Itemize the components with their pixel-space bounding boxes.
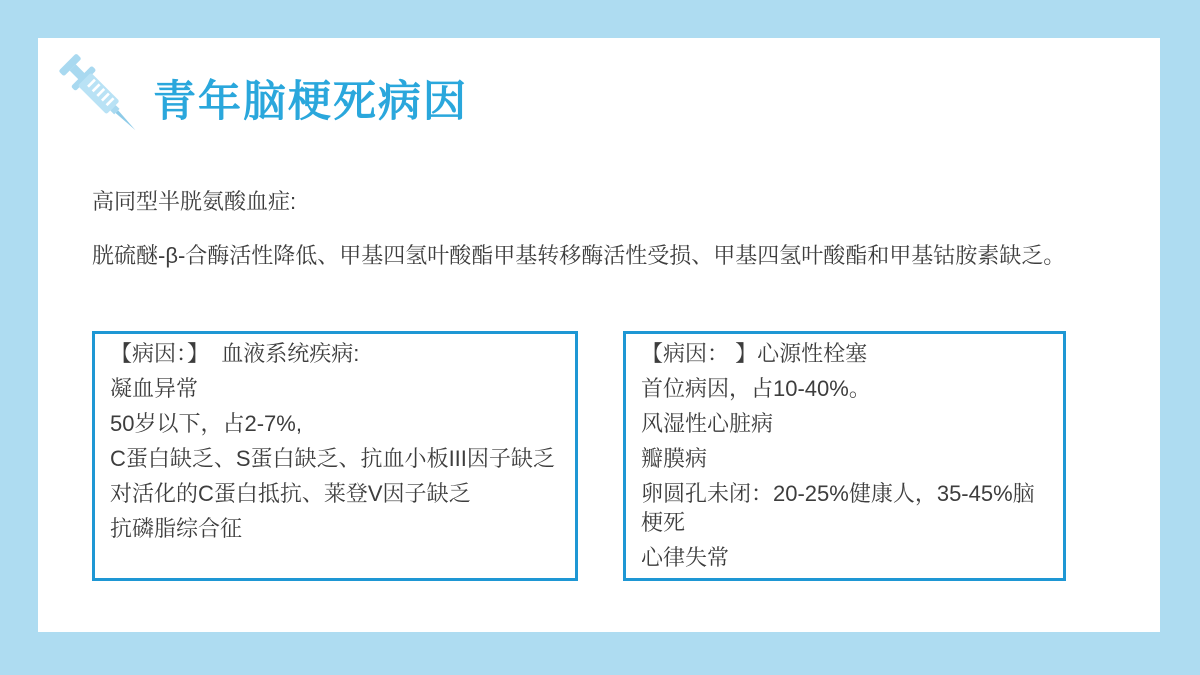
intro-line-enzyme-causes: 胱硫醚-β-合酶活性降低、甲基四氢叶酸酯甲基转移酶活性受损、甲基四氢叶酸酯和甲基钴胺素缺乏。 [92, 243, 1066, 268]
page-title: 青年脑梗死病因 [153, 78, 468, 126]
syringe-icon [48, 42, 152, 146]
cause-line: 卵圆孔未闭：20-25%健康人，35-45%脑梗死 [641, 481, 1035, 535]
cause-box-heading: 【病因：】 血液系统疾病: [110, 341, 360, 366]
cause-line: 瓣膜病 [641, 446, 708, 471]
cause-line: 心律失常 [641, 545, 730, 570]
cause-line: 抗磷脂综合征 [110, 516, 243, 541]
cause-line: 凝血异常 [110, 376, 199, 401]
cause-line: 风湿性心脏病 [641, 411, 774, 436]
cause-line: C蛋白缺乏、S蛋白缺乏、抗血小板III因子缺乏 [110, 446, 555, 471]
cause-box-heading: 【病因： 】心源性栓塞 [641, 341, 868, 366]
cause-box-cardiogenic-embolism [623, 331, 1066, 581]
intro-line-homocysteinemia: 高同型半胱氨酸血症: [92, 189, 297, 214]
slide-canvas [38, 38, 1160, 632]
cause-line: 50岁以下，占2-7%, [110, 411, 302, 436]
cause-line: 对活化的C蛋白抵抗、莱登V因子缺乏 [110, 481, 471, 506]
cause-box-blood-system [92, 331, 578, 581]
cause-line: 首位病因，占10-40%。 [641, 376, 871, 401]
